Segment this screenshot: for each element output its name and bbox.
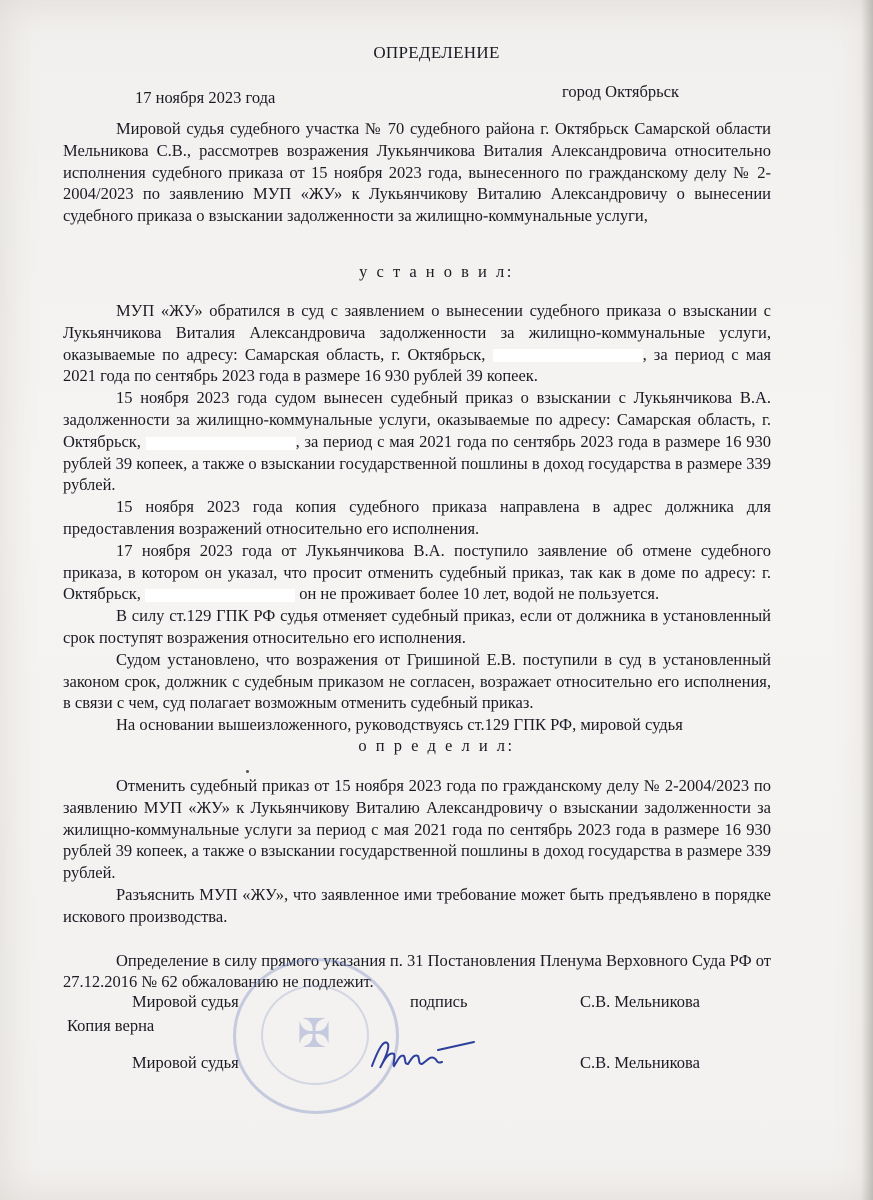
page-edge-shadow bbox=[861, 0, 873, 1200]
established-block bbox=[63, 300, 771, 736]
established-paragraph-2-start: 15 ноября 2023 года судом вынесен судебный приказ о взыскании с Лукьянчикова В.А. задолженности за жилищно-коммунальные услуги, оказываемые по адресу: Самарская область, г. Октябрьск, bbox=[63, 388, 771, 451]
established-paragraph-3: 15 ноября 2023 года копия судебного приказа направлена в адрес должника для предоставления возражений относительно его исполнения. bbox=[63, 497, 771, 538]
redacted-address bbox=[145, 589, 295, 602]
established-paragraph-4 bbox=[63, 540, 771, 605]
intro-paragraph: Мировой судья судебного участка № 70 судебного района г. Октябрьск Самарской области Мельникова С.В., рассмотрев возражения Лукьянчикова Виталия Александровича относительно исполнения судебного приказа от 15 ноября 2023 года, вынесенного по гражданскому делу № 2-2004/2023 по заявлению МУП «ЖУ» к Лукьянчикову Виталию Александровичу о вынесении судебного приказа о взыскании задолженности за жилищно-коммунальные услуги, bbox=[63, 119, 771, 226]
established-paragraph-2 bbox=[63, 387, 771, 496]
judge-label: Мировой судья bbox=[132, 992, 239, 1011]
established-heading: у с т а н о в и л: bbox=[359, 262, 514, 281]
established-paragraph-7: На основании вышеизложенного, руководствуясь ст.129 ГПК РФ, мировой судья bbox=[116, 715, 683, 735]
decided-paragraph-3: Определение в силу прямого указания п. 31 Постановления Пленума Верховного Суда РФ от 27.12.2016 № 62 обжалованию не подлежит. bbox=[63, 950, 771, 992]
intro-block bbox=[63, 118, 771, 227]
established-paragraph-2-end: , за период с мая 2021 года по сентябрь 2023 года в размере 16 930 рублей 39 копеек, а также о взыскании государственной пошлины в доход государства в размере 339 рублей. bbox=[63, 431, 771, 495]
redacted-address bbox=[146, 437, 296, 450]
established-paragraph-1-start: МУП «ЖУ» обратился в суд с заявлением о вынесении судебного приказа о взыскании с Лукьянчикова Виталия Александровича задолженности за жилищно-коммунальные услуги, оказываемые по адресу: Самарская область, г. Октябрьск, bbox=[63, 301, 771, 364]
decided-heading: о п р е д е л и л: bbox=[358, 736, 515, 755]
judge-name: С.В. Мельникова bbox=[580, 992, 700, 1011]
document-city: город Октябрьск bbox=[562, 82, 679, 101]
judge-label-2: Мировой судья bbox=[132, 1053, 239, 1072]
decided-paragraph-2: Разъяснить МУП «ЖУ», что заявленное ими требование может быть предъявлено в порядке искового производства. bbox=[63, 884, 771, 926]
judge-name-2: С.В. Мельникова bbox=[580, 1053, 700, 1072]
decided-block bbox=[63, 775, 771, 993]
established-paragraph-4-end: он не проживает более 10 лет, водой не пользуется. bbox=[295, 584, 660, 604]
signature-label: подпись bbox=[410, 992, 468, 1011]
handwritten-signature bbox=[368, 1030, 478, 1075]
established-paragraph-5: В силу ст.129 ГПК РФ судья отменяет судебный приказ, если от должника в установленный срок поступят возражения относительно его исполнения. bbox=[63, 606, 771, 647]
established-paragraph-1 bbox=[63, 300, 771, 387]
established-paragraph-6: Судом установлено, что возражения от Гришиной Е.В. поступили в суд в установленный законом срок, должник с судебным приказом не согласен, возражает относительно его исполнения, в связи с чем, суд полагает возможным отменить судебный приказ. bbox=[63, 649, 771, 713]
coat-of-arms-icon: ✠ bbox=[297, 1011, 331, 1056]
copy-certified-label: Копия верна bbox=[67, 1016, 155, 1035]
decided-paragraph-1: Отменить судебный приказ от 15 ноября 2023 года по гражданскому делу № 2-2004/2023 по заявлению МУП «ЖУ» к Лукьянчикову Виталию Александровичу о взыскании задолженности за жилищно-коммунальные услуги за период с мая 2021 года по сентябрь 2023 года в размере 16 930 рублей 39 копеек, а также о взыскании государственной пошлины в доход государства в размере 339 рублей. bbox=[63, 776, 771, 883]
paper-speck bbox=[246, 770, 249, 773]
established-paragraph-1-end: , за период с мая 2021 года по сентябрь 2023 года в размере 16 930 рублей 39 копеек. bbox=[63, 344, 771, 386]
redacted-address bbox=[493, 349, 643, 362]
document-title: ОПРЕДЕЛЕНИЕ bbox=[373, 43, 500, 62]
established-paragraph-4-start: 17 ноября 2023 года от Лукьянчикова В.А. поступило заявление об отмене судебного приказа, в котором он указал, что просит отменить судебный приказ, так как в доме по адресу: г. Октябрьск, bbox=[63, 540, 771, 604]
document-date: 17 ноября 2023 года bbox=[135, 88, 276, 107]
